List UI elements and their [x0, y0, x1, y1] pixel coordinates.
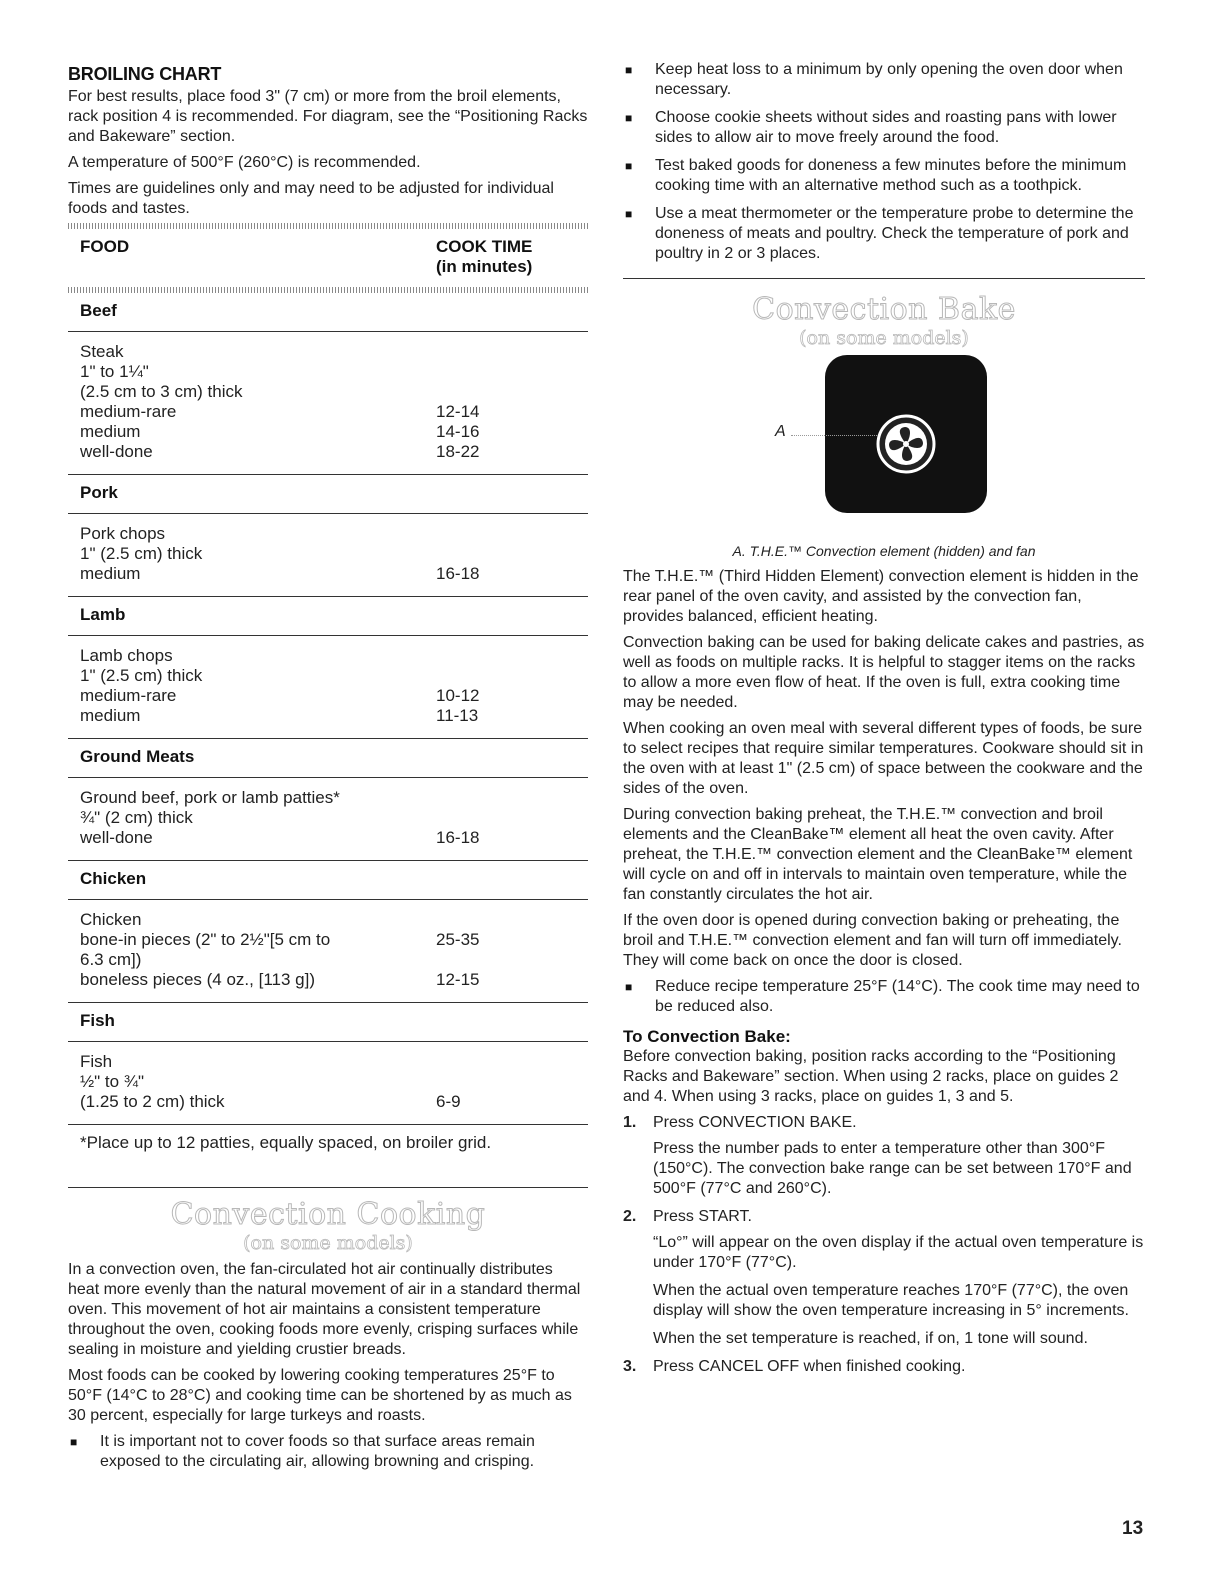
food-cell: 1" to 1¼": [80, 362, 149, 381]
category-ground-meats: Ground Meats: [68, 739, 588, 778]
group-lamb: [68, 636, 588, 739]
table-footnote: *Place up to 12 patties, equally spaced, on broiler grid.: [80, 1133, 492, 1152]
table-row: [80, 422, 576, 442]
right-column: [623, 60, 1145, 1383]
bullet-square-icon: ■: [625, 159, 633, 173]
broiling-chart-heading: BROILING CHART: [68, 64, 222, 84]
convection-element-figure: [623, 355, 1145, 535]
bullet-item: [623, 108, 1145, 148]
food-cell: 1" (2.5 cm) thick: [80, 666, 203, 685]
cook-time-header-line1: COOK TIME: [436, 237, 533, 256]
table-row: [80, 910, 576, 930]
figure-label-a: A: [775, 423, 786, 440]
bullet-item: [68, 1432, 588, 1472]
group-beef: [68, 332, 588, 475]
broil-temperature-paragraph: A temperature of 500°F (260°C) is recommended.: [68, 154, 421, 171]
table-row: [80, 828, 576, 848]
page-number: 13: [1122, 1518, 1144, 1539]
to-convection-bake-intro: Before convection baking, position racks according to the “Positioning Racks and Bakeware” section. When using 2 racks, place on guides 2 and 4. When using 3 racks, place on guides 1, 3 and 5.: [623, 1048, 1119, 1105]
table-row: [80, 342, 576, 362]
bullet-item: [623, 204, 1145, 264]
category-lamb: Lamb: [68, 597, 588, 636]
step-text: Press CONVECTION BAKE.: [653, 1114, 857, 1131]
convection-temperature-paragraph: Most foods can be cooked by lowering cooking temperatures 25°F to 50°F (14°C to 28°C) and cooking time can be shortened by as much as 30 percent, especially for large turkeys and roasts.: [68, 1367, 572, 1424]
table-row: [80, 686, 576, 706]
step-text: Press CANCEL OFF when finished cooking.: [653, 1358, 966, 1375]
bullet-square-icon: ■: [625, 980, 633, 994]
preheat-paragraph: During convection baking preheat, the T.H.E.™ convection and broil elements and the CleanBake™ element all heat the oven cavity. After preheat, the T.H.E.™ convection element and the CleanBake™ element will cycle on and off in intervals to maintain oven temperature, while the fan constantly circulates the hot air.: [623, 806, 1133, 903]
food-cell: (2.5 cm to 3 cm) thick: [80, 382, 243, 401]
cook-time-cell: 18-22: [436, 442, 480, 461]
convection-bake-heading: Convection Bake: [752, 292, 1016, 327]
cook-time-cell: 12-15: [436, 970, 480, 989]
food-cell: 6.3 cm]): [80, 950, 142, 969]
food-cell: medium-rare: [80, 402, 177, 421]
step-number: 3.: [623, 1358, 637, 1375]
cook-time-header-line2: (in minutes): [436, 257, 533, 276]
food-cell: bone-in pieces (2" to 2½"[5 cm to: [80, 930, 331, 949]
figure-leader-line: [791, 435, 887, 436]
convection-baking-paragraph: Convection baking can be used for baking delicate cakes and pastries, as well as foods on multiple racks. It is helpful to stagger items on the racks to allow a more even flow of heat. If the oven is full, extra cooking time may be needed.: [623, 634, 1145, 711]
bullet-text: Keep heat loss to a minimum by only opening the oven door when necessary.: [655, 61, 1123, 98]
group-fish: [68, 1042, 588, 1125]
group-chicken: [68, 900, 588, 1003]
table-row: [80, 930, 576, 950]
bullet-text: Test baked goods for doneness a few minutes before the minimum cooking time with an alternative method such as a toothpick.: [655, 157, 1127, 194]
table-row: [80, 706, 576, 726]
left-column: [68, 60, 588, 1480]
step-text: Press START.: [653, 1208, 752, 1225]
cook-time-cell: 16-18: [436, 564, 480, 583]
table-row: [80, 544, 576, 564]
convection-bake-subheading: (on some models): [799, 327, 969, 349]
table-row: [80, 970, 576, 990]
step-3: [623, 1357, 1145, 1377]
food-cell: medium: [80, 422, 141, 441]
table-row: [80, 950, 576, 970]
table-row: [80, 524, 576, 544]
bullet-item: [623, 977, 1145, 1017]
step-number: 1.: [623, 1114, 637, 1131]
group-ground-meats: [68, 778, 588, 861]
food-column-header: FOOD: [80, 237, 130, 256]
step-2: [623, 1207, 1145, 1227]
cook-time-cell: 16-18: [436, 828, 480, 847]
bullet-text: Use a meat thermometer or the temperature probe to determine the doneness of meats and poultry. Check the temperature of pork and poultry in 2 or 3 places.: [655, 205, 1134, 262]
cook-time-cell: 14-16: [436, 422, 480, 441]
table-row: [80, 788, 576, 808]
convection-cooking-subheading: (on some models): [243, 1232, 413, 1254]
bullet-text: Reduce recipe temperature 25°F (14°C). The cook time may need to be reduced also.: [655, 978, 1140, 1015]
category-beef: Beef: [68, 293, 588, 332]
food-cell: medium-rare: [80, 686, 177, 705]
category-chicken: Chicken: [68, 861, 588, 900]
step-2-detail-lo: “Lo°” will appear on the oven display if the actual oven temperature is under 170°F (77°C).: [653, 1234, 1144, 1271]
bullet-item: [623, 156, 1145, 196]
table-row: [80, 1052, 576, 1072]
figure-caption: A. T.H.E.™ Convection element (hidden) and fan: [732, 543, 1036, 559]
table-row: [80, 1072, 576, 1092]
food-cell: Lamb chops: [80, 646, 173, 665]
bullet-item: [623, 60, 1145, 100]
bullet-square-icon: ■: [625, 111, 633, 125]
food-cell: Chicken: [80, 910, 142, 929]
bullet-square-icon: ■: [70, 1435, 78, 1449]
table-row: [80, 402, 576, 422]
step-1-detail: Press the number pads to enter a temperature other than 300°F (150°C). The convection bake range can be set between 170°F and 500°F (77°C and 260°C).: [653, 1140, 1132, 1197]
food-cell: Pork chops: [80, 524, 166, 543]
step-2-detail-tone: When the set temperature is reached, if on, 1 tone will sound.: [653, 1330, 1088, 1347]
food-cell: (1.25 to 2 cm) thick: [80, 1092, 225, 1111]
food-cell: 1" (2.5 cm) thick: [80, 544, 203, 563]
convection-intro-paragraph: In a convection oven, the fan-circulated hot air continually distributes heat more evenly than the natural movement of air in a standard thermal oven. This movement of hot air maintains a consistent temperature throughout the oven, cooking foods more evenly, crisping surfaces while sealing in moisture and yielding crustier breads.: [68, 1261, 581, 1358]
table-row: [80, 564, 576, 584]
food-cell: well-done: [80, 828, 153, 847]
cook-time-cell: 10-12: [436, 686, 480, 705]
food-cell: ½" to ¾": [80, 1072, 145, 1091]
step-1: [623, 1113, 1145, 1133]
step-2-detail-increments: When the actual oven temperature reaches 170°F (77°C), the oven display will show the oven temperature increasing in 5° increments.: [653, 1282, 1129, 1319]
food-cell: well-done: [80, 442, 153, 461]
table-row: [80, 362, 576, 382]
table-row: [80, 442, 576, 462]
convection-fan-icon: [875, 413, 937, 475]
food-cell: boneless pieces (4 oz., [113 g]): [80, 970, 315, 989]
step-number: 2.: [623, 1208, 637, 1225]
food-cell: Steak: [80, 342, 124, 361]
table-header: [68, 229, 588, 287]
cook-time-cell: 25-35: [436, 930, 480, 949]
food-cell: Fish: [80, 1052, 113, 1071]
bullet-text: Choose cookie sheets without sides and roasting pans with lower sides to allow air to move freely around the food.: [655, 109, 1117, 146]
the-element-paragraph: The T.H.E.™ (Third Hidden Element) convection element is hidden in the rear panel of the oven cavity, and assisted by the convection fan, provides balanced, efficient heating.: [623, 568, 1139, 625]
table-row: [80, 666, 576, 686]
oven-meal-paragraph: When cooking an oven meal with several different types of foods, be sure to select recipes that require similar temperatures. Cookware should sit in the oven with at least 1" (2.5 cm) of space between the cookware and the sides of the oven.: [623, 720, 1144, 797]
food-cell: ¾" (2 cm) thick: [80, 808, 193, 827]
table-row: [80, 1092, 576, 1112]
category-fish: Fish: [68, 1003, 588, 1042]
category-pork: Pork: [68, 475, 588, 514]
oven-door-paragraph: If the oven door is opened during convection baking or preheating, the broil and T.H.E.™ convection element and fan will turn off immediately. They will come back on once the door is closed.: [623, 912, 1122, 969]
cook-time-column-header: [436, 237, 532, 277]
to-convection-bake-heading: To Convection Bake:: [623, 1027, 791, 1046]
bullet-text: It is important not to cover foods so that surface areas remain exposed to the circulating air, allowing browning and crisping.: [100, 1433, 535, 1470]
group-pork: [68, 514, 588, 597]
cook-time-cell: 12-14: [436, 402, 480, 421]
food-cell: medium: [80, 564, 141, 583]
convection-cooking-heading: Convection Cooking: [170, 1197, 486, 1232]
broil-guidelines-paragraph: Times are guidelines only and may need to be adjusted for individual foods and tastes.: [68, 180, 554, 217]
table-row: [80, 808, 576, 828]
section-divider: [623, 278, 1145, 279]
section-divider: [68, 1187, 588, 1188]
tips-bullet-list: [623, 60, 1145, 264]
table-row: [80, 382, 576, 402]
broiling-table: [68, 223, 588, 1161]
food-cell: medium: [80, 706, 141, 725]
table-row: [80, 646, 576, 666]
broil-intro-paragraph: For best results, place food 3" (7 cm) or more from the broil elements, rack position 4 is recommended. For diagram, see the “Positioning Racks and Bakeware” section.: [68, 88, 588, 145]
bullet-square-icon: ■: [625, 207, 633, 221]
cook-time-cell: 11-13: [436, 706, 479, 725]
bullet-square-icon: ■: [625, 63, 633, 77]
cook-time-cell: 6-9: [436, 1092, 461, 1111]
food-cell: Ground beef, pork or lamb patties*: [80, 788, 340, 807]
